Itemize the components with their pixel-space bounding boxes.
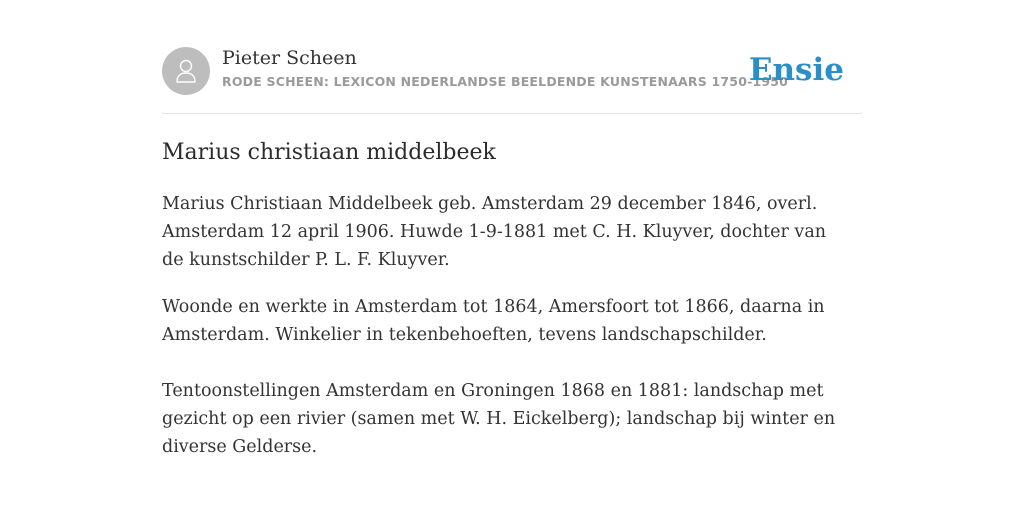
user-silhouette-icon: [171, 56, 201, 86]
article-paragraph: Tentoonstellingen Amsterdam en Groningen 1868 en 1881: landschap met gezicht op een rivier (samen met W. H. Eickelberg); landschap bij winter en diverse Gelderse.: [162, 381, 836, 457]
avatar[interactable]: [162, 47, 210, 95]
brand-logo[interactable]: Ensie: [748, 52, 844, 88]
header-divider: [162, 113, 862, 114]
article-header: [162, 46, 862, 96]
source-title[interactable]: RODE SCHEEN: LEXICON NEDERLANDSE BEELDENDE KUNSTENAARS 1750-1950: [222, 74, 789, 89]
article-paragraph: Woonde en werkte in Amsterdam tot 1864, Amersfoort tot 1866, daarna in Amsterdam. Winkelier in tekenbehoeften, tevens landschapschilder.: [162, 297, 825, 345]
article-title: Marius christiaan middelbeek: [162, 140, 496, 165]
author-name[interactable]: Pieter Scheen: [222, 47, 357, 69]
article-paragraph: Marius Christiaan Middelbeek geb. Amsterdam 29 december 1846, overl. Amsterdam 12 april 1906. Huwde 1-9-1881 met C. H. Kluyver, dochter van de kunstschilder P. L. F. Kluyver.: [162, 194, 827, 270]
